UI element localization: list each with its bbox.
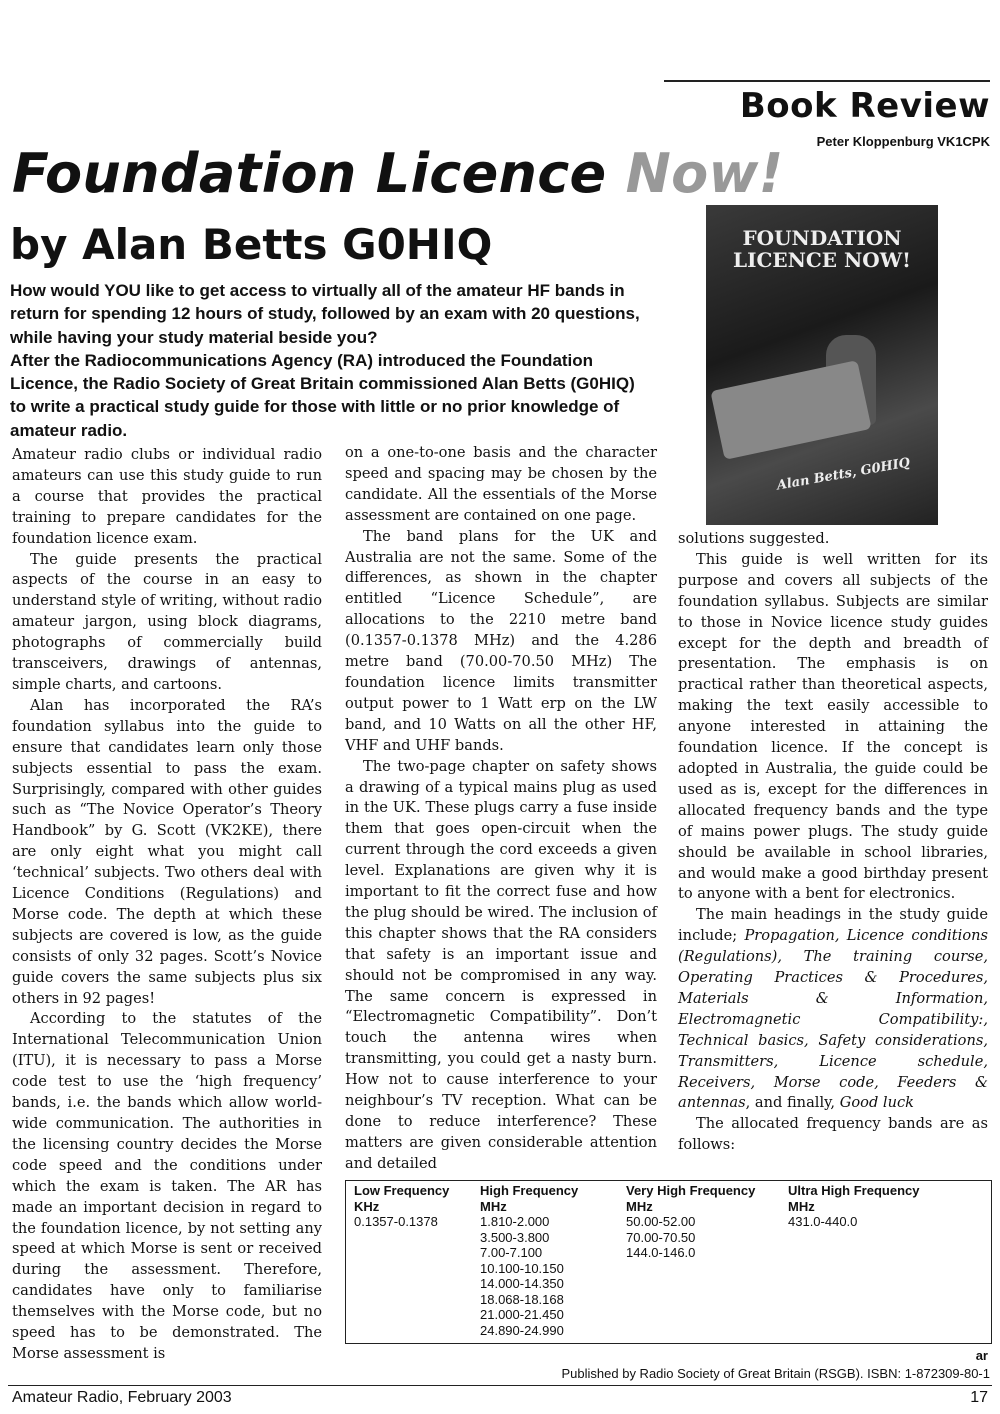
header-rule: [664, 80, 990, 82]
headings-list: Propagation, Licence conditions (Regulations), The training course, Operating Practices & Procedures, Materials & Information, Electromagnetic Compatibility:, Technical basics, Safety considerations, Transmitters, Licence schedule, Receivers, Morse code, Feeders & antennas: [678, 927, 988, 1112]
table-cell: 70.00-70.50: [626, 1229, 696, 1245]
publisher-info: Published by Radio Society of Great Britain (RSGB). ISBN: 1-872309-80-1: [561, 1366, 990, 1381]
table-cell: 50.00-52.00: [626, 1214, 696, 1229]
section-label: Book Review: [739, 86, 990, 126]
table-cell: 144.0-146.0: [626, 1245, 696, 1260]
column-values: [626, 1214, 755, 1261]
footer-rule: [8, 1385, 992, 1386]
body-column-2: [345, 443, 657, 1175]
book-cover-image: [706, 205, 938, 525]
column-header: Very High Frequency: [626, 1183, 756, 1198]
title-now: Now!: [625, 142, 784, 205]
column-header: Low Frequency: [354, 1183, 450, 1198]
body-paragraph: on a one-to-one basis and the character speed and spacing may be chosen by the candidate. All the essentials of the Morse assessment are contained on one page.: [345, 444, 657, 524]
table-cell: 431.0-440.0: [788, 1214, 858, 1229]
body-paragraph: solutions suggested.: [678, 530, 830, 547]
body-paragraph: Alan has incorporated the RA’s foundation syllabus into the guide to ensure that candidates learn only those subjects essential to pass the exam. Surprisingly, compared with other guides such as “The Novice Operator’s Theory Handbook” by G. Scott (VK2KE), there are only eight what you might call ‘technical’ subjects. Two others deal with Licence Conditions (Regulations) and Morse code. The depth at which these subjects are covered is low, as the guide consists of only 32 pages. Scott’s Novice guide covers the same subjects plus six others in 92 pages!: [12, 696, 322, 1007]
table-cell: 0.1357-0.1378: [354, 1214, 438, 1229]
column-values: [480, 1214, 578, 1338]
column-unit: MHz: [480, 1198, 507, 1214]
table-cell: 14.000-14.350: [480, 1276, 564, 1291]
table-cell: 7.00-7.100: [480, 1245, 543, 1260]
headings-mid: , and finally,: [745, 1094, 836, 1112]
cover-author: Alan Betts, G0HIQ: [775, 455, 912, 494]
body-paragraph: The two-page chapter on safety shows a drawing of a typical mains plug as used in the UK. These plugs carry a fuse inside them that goes open-circuit when the current through the cord exceeds a given level. Explanations are given why it is important to fit the correct fuse and how the plug should be wired. The inclusion of this chapter shows that the RA considers that safety is an important issue and should not be compromised in any way. The same concern is expressed in “Electromagnetic Compatibility”. Don’t touch the antenna wires when transmitting, you could get a nasty burn. How not to cause interference to your neighbour’s TV reception. What can be done to reduce interference? These matters are given considerable attention and detailed: [345, 757, 657, 1172]
footer-issue: Amateur Radio, February 2003: [12, 1389, 232, 1406]
column-header: Ultra High Frequency: [788, 1183, 920, 1198]
table-cell: 24.890-24.990: [480, 1322, 564, 1338]
headings-lead: The main headings in the study guide include;: [678, 906, 988, 945]
title-main: Foundation Licence: [12, 142, 607, 205]
body-paragraph: Amateur radio clubs or individual radio amateurs can use this study guide to run a course that provides the practical training to prepare candidates for the foundation licence exam.: [12, 446, 322, 547]
cover-radio: [710, 360, 871, 460]
table-column-uhf: [788, 1183, 919, 1230]
table-cell: 3.500-3.800: [480, 1229, 550, 1245]
column-unit: MHz: [788, 1198, 815, 1214]
body-column-1: [12, 445, 322, 1365]
table-column-hf: [480, 1183, 578, 1338]
body-column-3: [678, 529, 988, 1156]
column-unit: KHz: [354, 1198, 380, 1214]
table-cell: 18.068-18.168: [480, 1291, 564, 1307]
body-paragraph: [678, 905, 988, 1114]
column-header: High Frequency: [480, 1183, 579, 1198]
column-unit: MHz: [626, 1198, 653, 1214]
body-paragraph: The guide presents the practical aspects of the course in an easy to understand style of writing, without radio amateur jargon, using block diagrams, photographs of commercially build transceivers, drawings of antennas, simple charts, and cartoons.: [12, 550, 322, 693]
table-column-lf: [354, 1183, 449, 1230]
intro-lead: [10, 279, 650, 442]
body-paragraph: The allocated frequency bands are as follows:: [678, 1115, 988, 1154]
article-title: [12, 142, 784, 205]
body-paragraph: According to the statutes of the International Telecommunication Union (ITU), it is necessary to pass a Morse code test to use the ‘high frequency’ bands, i.e. the bands which allow world-wide communication. The authorities in the licensing country decides the Morse code speed and the conditions under which the exam is taken. The AR has made an important decision in regard to the foundation licence, by not setting any speed at which Morse is sent or received during the assessment. Therefore, candidates have only to familiarise themselves with the Morse code, but no speed has to be demonstrated. The Morse assessment is: [12, 1010, 322, 1362]
intro-paragraph: How would YOU like to get access to virtually all of the amateur HF bands in return for spending 12 hours of study, followed by an exam with 20 questions, while having your study material beside you?: [10, 281, 640, 347]
cover-title: FOUNDATION LICENCE NOW!: [733, 226, 911, 272]
intro-paragraph: After the Radiocommunications Agency (RA) introduced the Foundation Licence, the Radio Society of Great Britain commissioned Alan Betts (G0HIQ) to write a practical study guide for those with little or no prior knowledge of amateur radio.: [10, 350, 635, 440]
body-paragraph: This guide is well written for its purpose and covers all subjects of the foundation syllabus. Subjects are similar to those in Novice licence study guides except for the depth and breadth of presentation. The emphasis is on practical rather than theoretical aspects, making the text easily accessible to anyone interested in attaining the foundation licence. If the concept is adopted in Australia, the guide could be used as is, except for the differences in allocated frequency bands and the type of mains power plugs. The study guide should be available in school libraries, and would make a good birthday present to anyone with a bent for electronics.: [678, 550, 988, 903]
column-values: [788, 1214, 919, 1230]
article-author: by Alan Betts G0HIQ: [10, 220, 493, 269]
column-values: [354, 1214, 449, 1230]
frequency-bands-table: [345, 1180, 992, 1344]
end-mark: ar: [975, 1348, 988, 1363]
table-cell: 1.810-2.000: [480, 1214, 550, 1229]
table-column-vhf: [626, 1183, 755, 1261]
body-paragraph: The band plans for the UK and Australia are not the same. Some of the differences, as shown in the chapter entitled “Licence Schedule”, are allocations to the 2210 metre band (0.1357-0.1378 MHz) and the 4.286 metre band (70.00-70.50 MHz) The foundation licence limits transmitter output power to 1 Watt erp on the LW band, and 10 Watts on all the other HF, VHF and UHF bands.: [345, 527, 657, 754]
table-cell: 10.100-10.150: [480, 1260, 564, 1276]
page-number: 17: [970, 1389, 988, 1406]
headings-last: Good luck: [839, 1094, 915, 1112]
reviewer-byline: Peter Kloppenburg VK1CPK: [816, 134, 990, 149]
table-cell: 21.000-21.450: [480, 1307, 564, 1322]
